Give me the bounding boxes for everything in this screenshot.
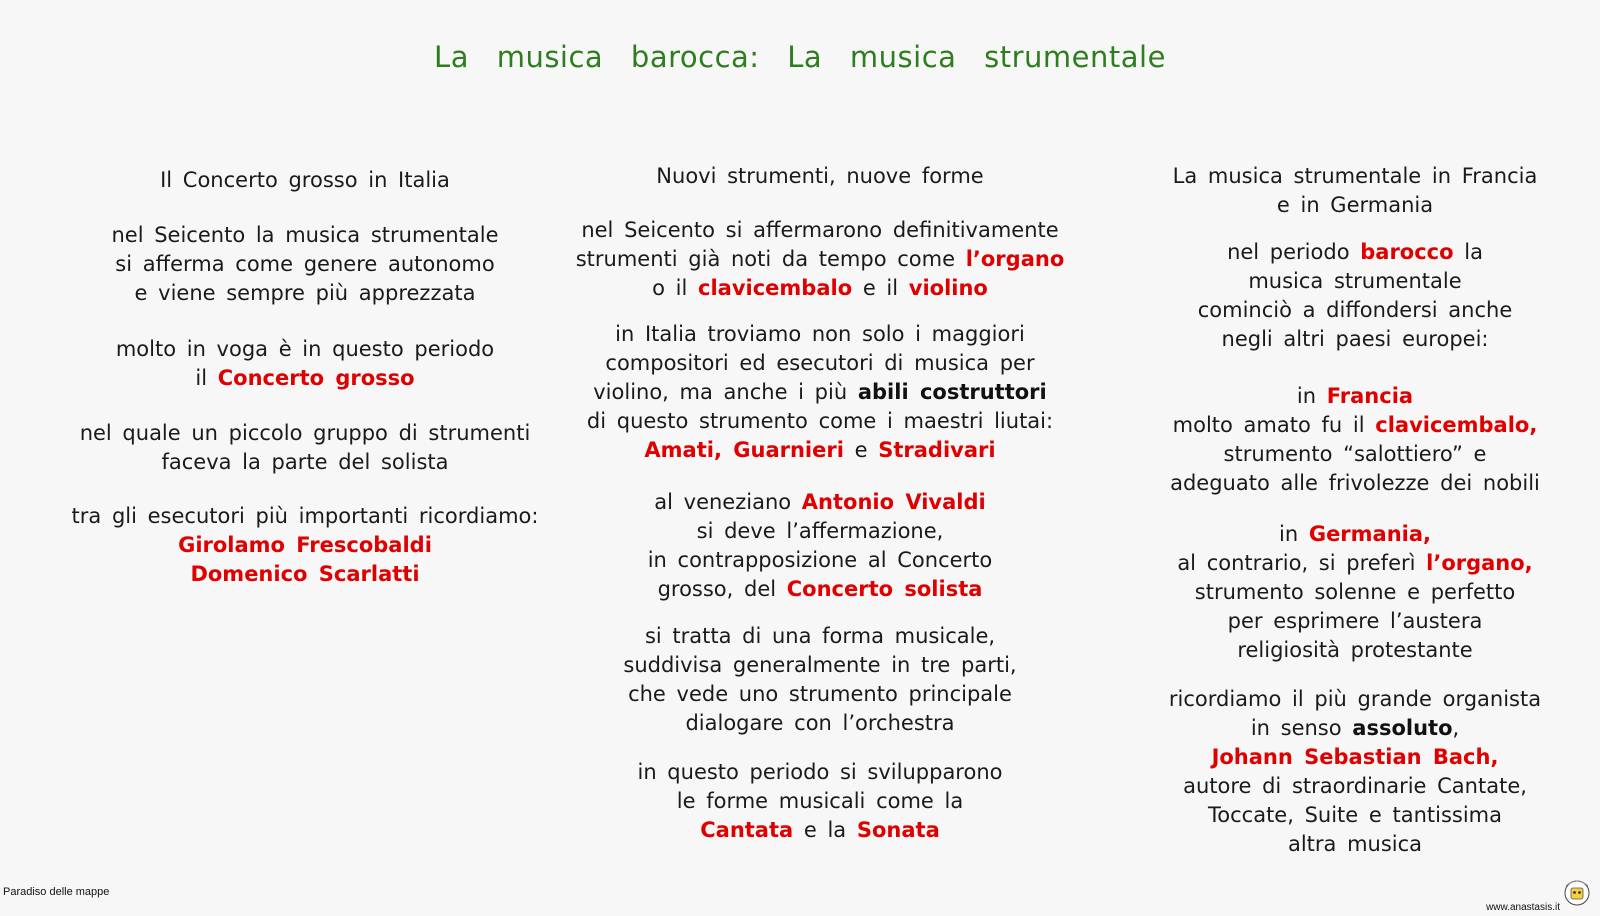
paragraph: in questo periodo si svilupparono le forme musicali come la Cantata e la Sonata (637, 760, 1003, 842)
supermappe-logo-icon (1560, 874, 1594, 908)
footer-credit: Paradiso delle mappe (3, 886, 110, 898)
paragraph: si tratta di una forma musicale, suddivisa generalmente in tre parti, che vede uno strumento principale dialogare con l’orchestra (623, 624, 1017, 735)
page-title: La musica barocca: La musica strumentale (434, 40, 1166, 74)
column-heading: La musica strumentale in Francia e in Germania (1172, 164, 1538, 217)
paragraph: nel Seicento si affermarono definitivamente strumenti già noti da tempo come l’organo o il clavicembalo e il violino (575, 218, 1065, 300)
paragraph: nel Seicento la musica strumentale si afferma come genere autonomo e viene sempre più apprezzata (111, 223, 499, 305)
paragraph: in Francia molto amato fu il clavicembalo, strumento “salottiero” e adeguato alle frivolezze dei nobili (1170, 384, 1540, 495)
column-heading: Il Concerto grosso in Italia (160, 168, 450, 192)
highlight-term: Girolamo Frescobaldi (178, 533, 432, 557)
paragraph: nel periodo barocco la musica strumentale cominciò a diffondersi anche negli altri paesi europei: (1197, 240, 1513, 351)
paragraph: al veneziano Antonio Vivaldi si deve l’affermazione, in contrapposizione al Concerto grosso, del Concerto solista (647, 490, 993, 601)
paragraph: nel quale un piccolo gruppo di strumenti faceva la parte del solista (79, 421, 531, 474)
column-heading: Nuovi strumenti, nuove forme (656, 164, 984, 188)
paragraph: ricordiamo il più grande organista in senso assoluto, Johann Sebastian Bach, autore di straordinarie Cantate, Toccate, Suite e tantissima altra musica (1168, 687, 1542, 856)
footer-website: www.anastasis.it (1486, 902, 1560, 913)
paragraph: tra gli esecutori più importanti ricordiamo: Girolamo Frescobaldi Domenico Scarlatti (35, 502, 575, 589)
highlight-term: Domenico Scarlatti (190, 562, 420, 586)
paragraph: in Italia troviamo non solo i maggiori compositori ed esecutori di musica per violino, ma anche i più abili costruttori di questo strumento come i maestri liutai: Amati, Guarnieri e Stradivari (586, 322, 1054, 462)
highlight-term: Concerto grosso (217, 366, 415, 390)
paragraph: molto in voga è in questo periodo il Concerto grosso (115, 337, 495, 390)
paragraph: in Germania, al contrario, si preferì l’organo, strumento solenne e perfetto per esprimere l’austera religiosità protestante (1177, 522, 1533, 662)
